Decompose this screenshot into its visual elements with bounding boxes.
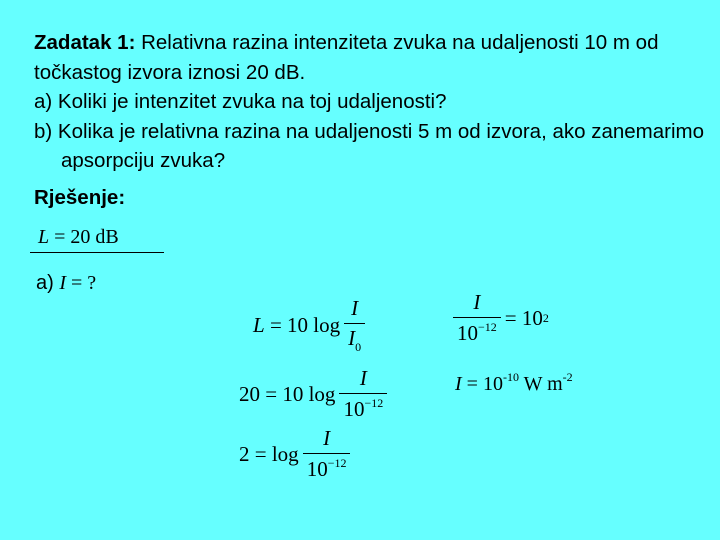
eq1-fraction [344,296,365,355]
given-text: = 20 dB [49,226,119,248]
eq3-den-base: 10 [306,457,328,481]
task-text: Relativna razina intenziteta zvuka na udaljenosti 10 m od točkastog izvora iznosi 20 dB. [34,31,659,84]
result-unit: W m [518,373,563,395]
eq3-numerator: I [323,426,331,450]
eq2-fraction [339,366,387,422]
part-a-label: a) [36,272,54,294]
task-intro [34,28,704,87]
result-exp2: -2 [562,370,573,384]
equation-1 [253,296,369,355]
eq1-numerator: I [351,296,359,320]
eq4-den-base: 10 [457,321,478,345]
equation-2 [239,366,391,422]
eq4-rhs: = 10 [504,305,543,330]
eq2-mid: = 10 log [265,381,336,406]
eq3-lhs: 2 [239,441,250,466]
given-value [30,226,164,253]
eq2-lhs: 20 [239,381,260,406]
eq2-den-exp: −12 [364,396,384,410]
part-a-unknown [59,272,96,294]
task-statement [34,28,704,176]
equation-3 [239,426,354,482]
eq4-denominator [453,317,501,346]
equation-4 [449,290,549,346]
eq1-den-sub: 0 [355,340,362,354]
given-variable: L [38,226,50,248]
result-exp1: -10 [502,370,519,384]
eq4-fraction [453,290,501,346]
eq3-mid: = log [254,441,299,466]
eq3-den-exp: −12 [327,456,347,470]
eq4-numerator: I [473,290,481,314]
eq1-den-var: I [348,326,356,350]
task-item-b: b) Kolika je relativna razina na udaljenosti 5 m od izvora, ako zanemarimo apsorpciju zvuka? [34,119,705,172]
eq2-numerator: I [359,366,367,390]
eq1-denominator [344,323,365,355]
part-a-variable: I [59,272,67,294]
part-a-question [36,272,96,295]
result-intensity [455,370,573,396]
task-label: Zadatak 1: [34,31,136,54]
solution-heading: Rješenje: [34,186,126,209]
eq4-den-exp: −12 [478,320,497,334]
eq2-den-base: 10 [343,397,365,421]
result-eq: = 10 [461,373,503,395]
eq2-denominator [339,393,387,422]
eq3-denominator [303,453,351,482]
eq1-mid: = 10 log [269,313,341,337]
eq3-fraction [303,426,351,482]
task-item-a: a) Koliki je intenzitet zvuka na toj udaljenosti? [34,90,447,113]
result-variable: I [455,373,462,395]
eq1-lhs: L [253,313,265,337]
eq4-rhs-exp: 2 [542,310,549,325]
part-a-text: = ? [66,272,97,294]
